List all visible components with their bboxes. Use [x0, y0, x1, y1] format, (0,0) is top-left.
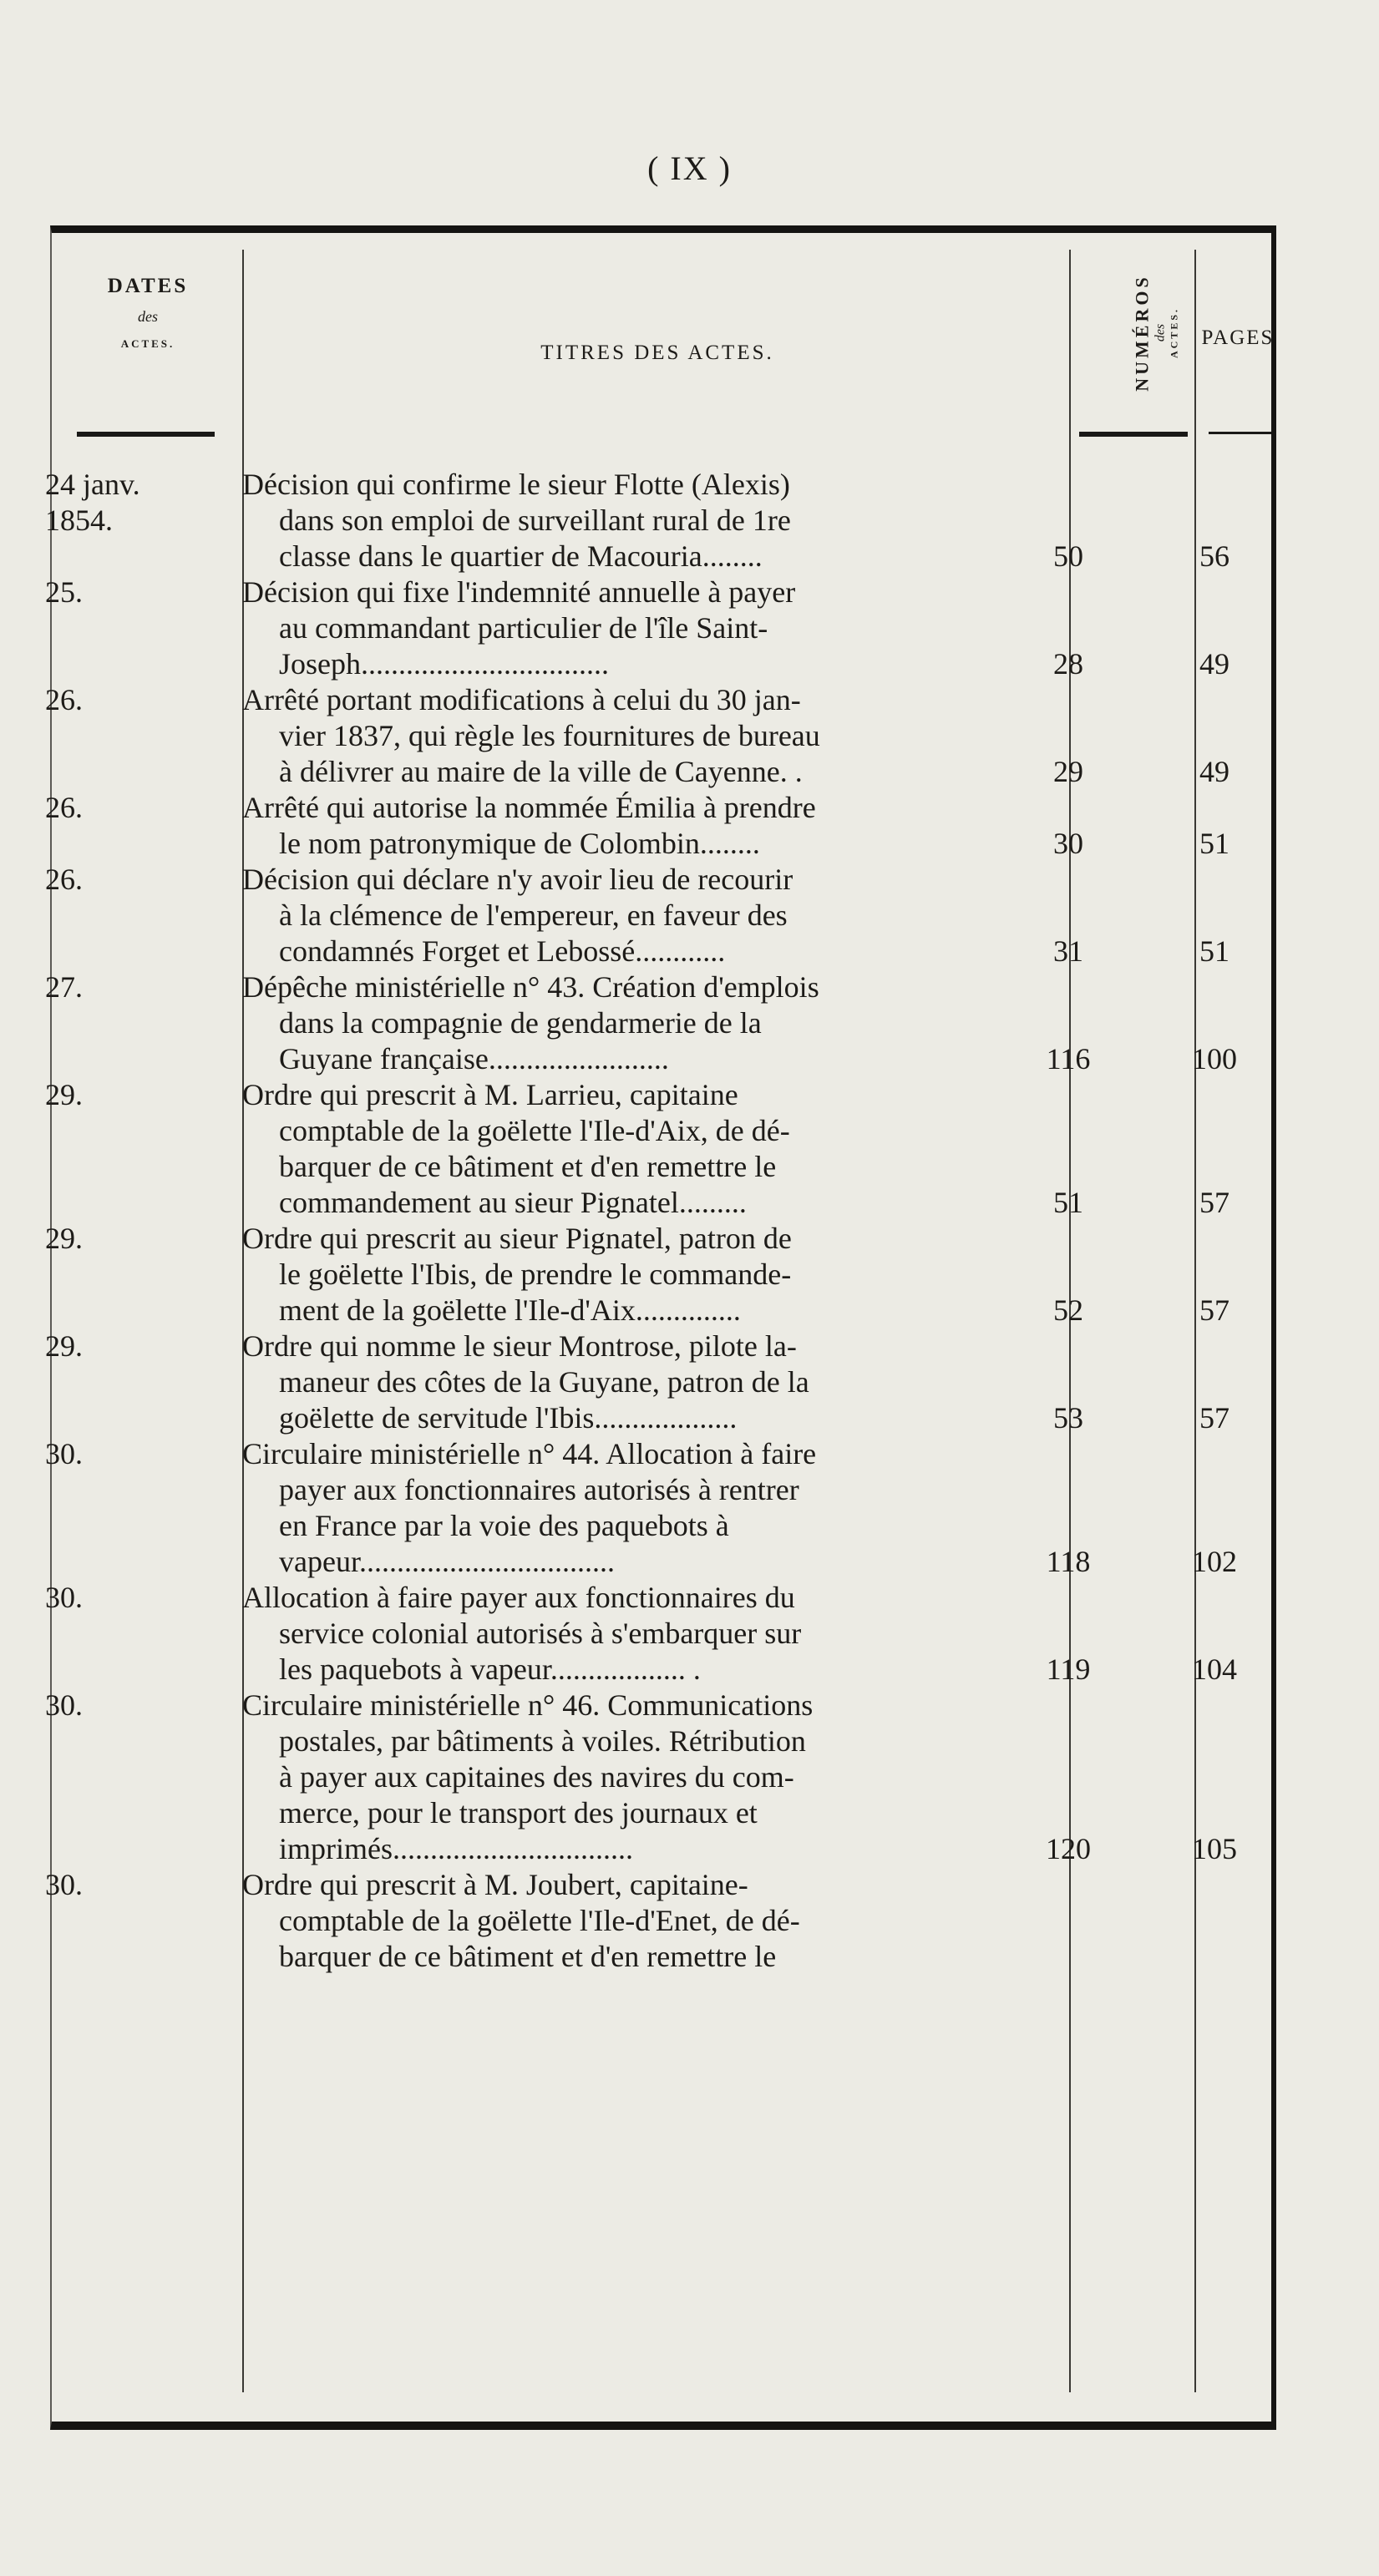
table-row — [45, 1221, 1273, 1328]
row-title-line: commandement au sieur Pignatel......... — [279, 1186, 747, 1219]
row-title-line: Décision qui fixe l'indemnité annuelle à payer — [242, 575, 796, 609]
row-title — [242, 1328, 1065, 1436]
table-row — [45, 862, 1273, 969]
row-date — [45, 574, 229, 610]
row-title-line: Décision qui déclare n'y avoir lieu de recourir — [242, 863, 793, 896]
header-dates — [52, 275, 244, 351]
row-title-line: vier 1837, qui règle les fournitures de bureau — [279, 719, 820, 752]
row-title-line: le goëlette l'Ibis, de prendre le commande- — [279, 1258, 792, 1291]
row-title-line: merce, pour le transport des journaux et — [279, 1796, 758, 1830]
row-title-line: comptable de la goëlette l'Ile-d'Enet, de dé- — [279, 1904, 800, 1937]
row-title — [242, 682, 1065, 790]
row-page-number: 51 — [1199, 934, 1229, 968]
row-title-line: postales, par bâtiments à voiles. Rétribution — [279, 1724, 806, 1758]
row-title-line: service colonial autorisés à s'embarquer sur — [279, 1617, 802, 1650]
row-date-text: 29. — [45, 1329, 83, 1363]
row-page-number: 105 — [1192, 1832, 1237, 1865]
header-rule-dates — [77, 432, 215, 437]
row-act-number: 31 — [1053, 934, 1083, 968]
row-title — [242, 1436, 1065, 1580]
row-title-line: classe dans le quartier de Macouria........ — [279, 539, 763, 573]
row-title-line: barquer de ce bâtiment et d'en remettre le — [279, 1150, 777, 1183]
row-title-line: Joseph................................. — [279, 647, 609, 681]
table-row — [45, 1077, 1273, 1221]
row-date — [45, 1328, 229, 1364]
row-date-text: 24 janv. — [45, 468, 140, 501]
table-row — [45, 467, 1273, 574]
row-title-line: Allocation à faire payer aux fonctionnaires du — [242, 1581, 795, 1614]
row-title-line: Ordre qui nomme le sieur Montrose, pilote la- — [242, 1329, 797, 1363]
row-title-line: imprimés................................ — [279, 1832, 633, 1865]
header-dates-line1: DATES — [107, 275, 189, 297]
table-row — [45, 1688, 1273, 1867]
row-date-text: 26. — [45, 683, 83, 716]
row-page-number: 56 — [1199, 539, 1229, 573]
row-title — [242, 790, 1065, 862]
row-title — [242, 1077, 1065, 1221]
header-rule-numeros — [1079, 432, 1188, 437]
row-title-line: Circulaire ministérielle n° 44. Allocation à faire — [242, 1437, 817, 1470]
row-title — [242, 1867, 1065, 1975]
row-date — [45, 969, 229, 1005]
row-page-number: 102 — [1192, 1545, 1237, 1578]
row-title-line: goëlette de servitude l'Ibis................... — [279, 1401, 738, 1435]
table-row — [45, 1328, 1273, 1436]
row-title-line: à délivrer au maire de la ville de Cayenne. . — [279, 755, 803, 788]
row-title-line: Circulaire ministérielle n° 46. Communications — [242, 1688, 814, 1722]
table-row — [45, 969, 1273, 1077]
row-title-line: payer aux fonctionnaires autorisés à rentrer — [279, 1473, 799, 1506]
row-title-line: Ordre qui prescrit au sieur Pignatel, patron de — [242, 1222, 792, 1255]
row-title-line: Ordre qui prescrit à M. Joubert, capitaine- — [242, 1868, 748, 1901]
row-date — [45, 862, 229, 898]
row-date-year: 1854. — [45, 504, 113, 537]
row-act-number: 116 — [1046, 1042, 1091, 1075]
header-numeros — [1071, 241, 1196, 425]
header-numeros-line2: des — [1153, 323, 1168, 342]
row-page-number: 104 — [1192, 1652, 1237, 1686]
page-number: ( IX ) — [647, 149, 732, 187]
row-act-number: 118 — [1046, 1545, 1091, 1578]
row-date-text: 29. — [45, 1222, 83, 1255]
row-title-line: dans la compagnie de gendarmerie de la — [279, 1006, 762, 1040]
row-title-line: Ordre qui prescrit à M. Larrieu, capitaine — [242, 1078, 738, 1111]
row-date-text: 27. — [45, 970, 83, 1004]
row-title — [242, 969, 1065, 1077]
header-dates-line3: ACTES. — [120, 337, 175, 350]
header-numeros-line1: NUMÉROS — [1131, 274, 1153, 392]
row-title-line: Guyane française........................ — [279, 1042, 669, 1075]
row-title — [242, 1580, 1065, 1688]
row-title-line: les paquebots à vapeur.................. . — [279, 1652, 701, 1686]
row-date — [45, 1077, 229, 1113]
row-page-number: 49 — [1199, 755, 1229, 788]
row-act-number: 120 — [1046, 1832, 1091, 1865]
row-date-text: 30. — [45, 1688, 83, 1722]
row-title — [242, 862, 1065, 969]
row-date-text: 30. — [45, 1581, 83, 1614]
header-pages: PAGES — [1201, 326, 1275, 349]
table-row — [45, 1436, 1273, 1580]
row-title-line: barquer de ce bâtiment et d'en remettre le — [279, 1940, 777, 1973]
row-title — [242, 1221, 1065, 1328]
row-date — [45, 1221, 229, 1257]
entries-list — [45, 467, 1273, 1975]
row-act-number: 51 — [1053, 1186, 1083, 1219]
row-page-number: 51 — [1199, 827, 1229, 860]
row-title — [242, 1688, 1065, 1867]
table-row — [45, 1580, 1273, 1688]
row-date-text: 30. — [45, 1868, 83, 1901]
row-date-text: 30. — [45, 1437, 83, 1470]
row-date — [45, 682, 229, 718]
row-page-number: 57 — [1199, 1401, 1229, 1435]
row-page-number: 57 — [1199, 1186, 1229, 1219]
table-row — [45, 1867, 1273, 1975]
row-date — [45, 1867, 229, 1903]
row-title-line: dans son emploi de surveillant rural de 1re — [279, 504, 791, 537]
row-act-number: 28 — [1053, 647, 1083, 681]
row-title — [242, 467, 1065, 574]
row-date-text: 29. — [45, 1078, 83, 1111]
header-numeros-line3: ACTES. — [1168, 307, 1180, 359]
row-title-line: comptable de la goëlette l'Ile-d'Aix, de dé- — [279, 1114, 790, 1147]
row-act-number: 50 — [1053, 539, 1083, 573]
table-row — [45, 682, 1273, 790]
row-page-number: 49 — [1199, 647, 1229, 681]
header-rule-pages — [1209, 432, 1271, 434]
index-table — [45, 225, 1276, 2430]
row-act-number: 29 — [1053, 755, 1083, 788]
row-act-number: 52 — [1053, 1293, 1083, 1327]
row-date — [45, 1580, 229, 1616]
row-title-line: à la clémence de l'empereur, en faveur des — [279, 898, 788, 932]
row-title-line: vapeur.................................. — [279, 1545, 615, 1578]
row-title-line: en France par la voie des paquebots à — [279, 1509, 729, 1542]
row-title-line: ment de la goëlette l'Ile-d'Aix.............. — [279, 1293, 741, 1327]
row-title-line: Arrêté qui autorise la nommée Émilia à prendre — [242, 791, 816, 824]
header-dates-line2: des — [138, 308, 158, 325]
row-date-text: 25. — [45, 575, 83, 609]
row-title-line: à payer aux capitaines des navires du com- — [279, 1760, 794, 1794]
row-title-line: Arrêté portant modifications à celui du 30 jan- — [242, 683, 801, 716]
header-titles: TITRES DES ACTES. — [540, 342, 774, 364]
row-date — [45, 790, 229, 826]
row-page-number: 100 — [1192, 1042, 1237, 1075]
row-title — [242, 574, 1065, 682]
row-title-line: maneur des côtes de la Guyane, patron de la — [279, 1365, 809, 1399]
row-title-line: Dépêche ministérielle n° 43. Création d'emplois — [242, 970, 819, 1004]
row-title-line: Décision qui confirme le sieur Flotte (Alexis) — [242, 468, 790, 501]
row-date — [45, 1688, 229, 1723]
table-row — [45, 574, 1273, 682]
row-act-number: 30 — [1053, 827, 1083, 860]
row-date — [45, 467, 229, 539]
row-act-number: 53 — [1053, 1401, 1083, 1435]
row-act-number: 119 — [1046, 1652, 1091, 1686]
row-title-line: le nom patronymique de Colombin........ — [279, 827, 760, 860]
row-date — [45, 1436, 229, 1472]
row-title-line: condamnés Forget et Lebossé............ — [279, 934, 726, 968]
table-row — [45, 790, 1273, 862]
row-date-text: 26. — [45, 863, 83, 896]
row-title-line: au commandant particulier de l'île Saint- — [279, 611, 768, 645]
row-date-text: 26. — [45, 791, 83, 824]
row-page-number: 57 — [1199, 1293, 1229, 1327]
